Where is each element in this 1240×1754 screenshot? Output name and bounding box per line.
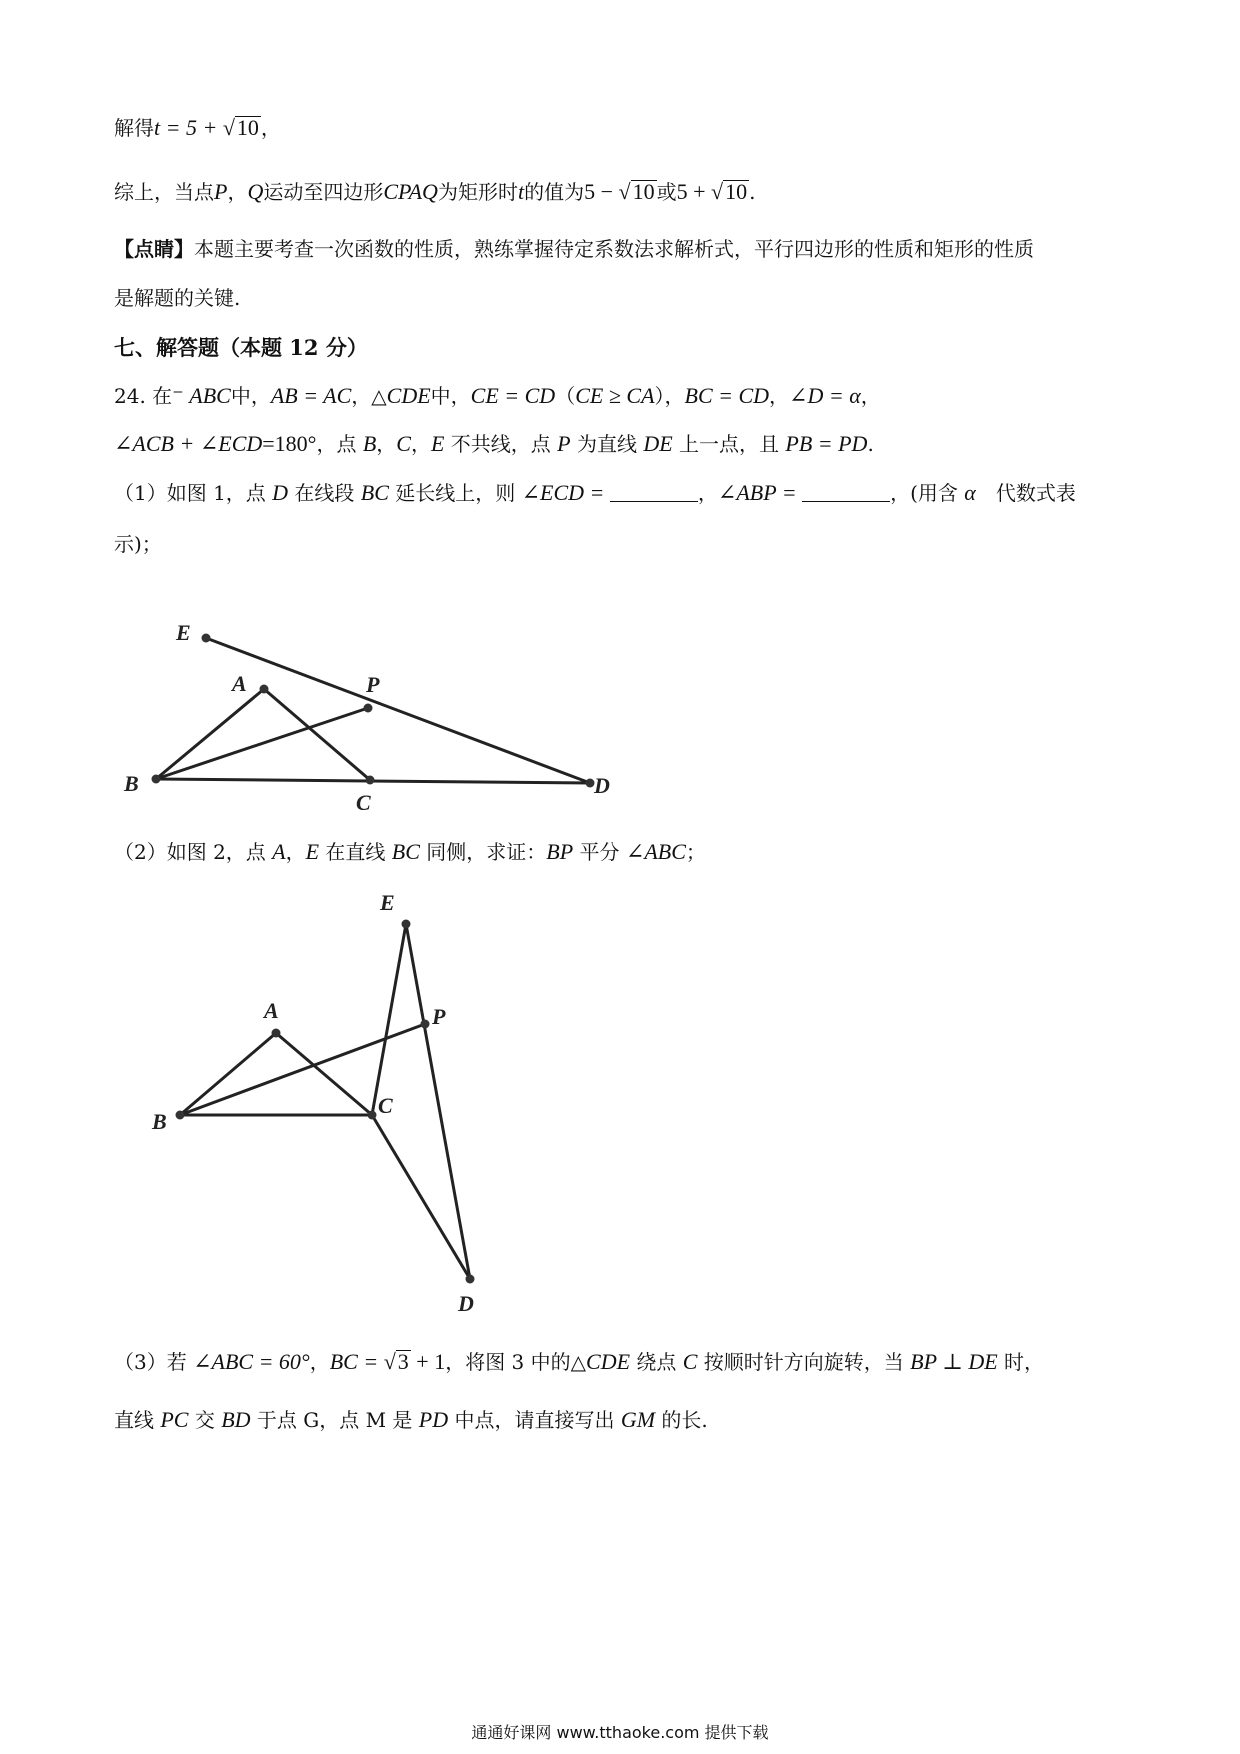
label-d: D (458, 1291, 474, 1316)
answer-blank-ecd[interactable] (610, 479, 698, 502)
label-e: E (176, 620, 191, 645)
answer-blank-abp[interactable] (802, 479, 890, 502)
label-b: B (124, 771, 139, 796)
part-3-line-2: 直线 PC 交 BD 于点 G，点 M 是 PD 中点，请直接写出 GM 的长. (114, 1407, 708, 1432)
question-24-line-1: 24. 在⁻ ABC中，AB = AC，△CDE中，CE = CD（CE ≥ CA），BC = CD，∠D = α， (114, 383, 881, 408)
figure-2 (140, 888, 510, 1318)
note-line-1: 【点睛】本题主要考查一次函数的性质，熟练掌握待定系数法求解析式，平行四边形的性质和矩形的性质 (114, 237, 1034, 261)
segment-ac (264, 689, 370, 780)
part-3-line-1: （3）若 ∠ABC = 60°，BC = √3 + 1，将图 3 中的△CDE 绕点 C 按顺时针方向旋转，当 BP ⊥ DE 时， (114, 1349, 1045, 1374)
label-a: A (264, 998, 279, 1023)
page-footer: 通通好课网 www.tthaoke.com 提供下载 (471, 1723, 769, 1742)
label-c: C (356, 790, 371, 812)
label-b: B (152, 1109, 167, 1134)
note-tag: 【点睛】 (114, 237, 194, 261)
label-d: D (594, 773, 610, 798)
solution-line-t: 解得t = 5 + √10 ， (114, 115, 281, 140)
segment-ed (206, 638, 590, 783)
part-1-line-2: 示)； (114, 532, 162, 556)
label-p: P (366, 672, 380, 697)
segment-ec (372, 924, 406, 1115)
part-1-line-1: （1）如图 1，点 D 在线段 BC 延长线上，则 ∠ECD = ，∠ABP = ，(用含 α 代数式表 (114, 480, 1076, 505)
label-a: A (232, 671, 247, 696)
section-heading: 七、解答题（本题 12 分） (114, 335, 368, 360)
segment-ba (156, 689, 264, 779)
label-p: P (432, 1004, 446, 1029)
question-24-line-2: ∠ACB + ∠ECD=180°，点 B，C，E 不共线，点 P 为直线 DE 上一点，且 PB = PD. (114, 431, 874, 456)
segment-bp (156, 708, 368, 779)
figure-1 (110, 612, 630, 812)
part-2-line: （2）如图 2，点 A，E 在直线 BC 同侧，求证：BP 平分 ∠ABC； (114, 839, 706, 864)
label-e: E (380, 890, 395, 915)
label-c: C (378, 1093, 393, 1118)
summary-line: 综上，当点P，Q运动至四边形CPAQ为矩形时t的值为5 − √10 或5 + √10 . (114, 179, 756, 204)
note-line-2: 是解题的关键. (114, 286, 241, 310)
segment-ba (180, 1033, 276, 1115)
